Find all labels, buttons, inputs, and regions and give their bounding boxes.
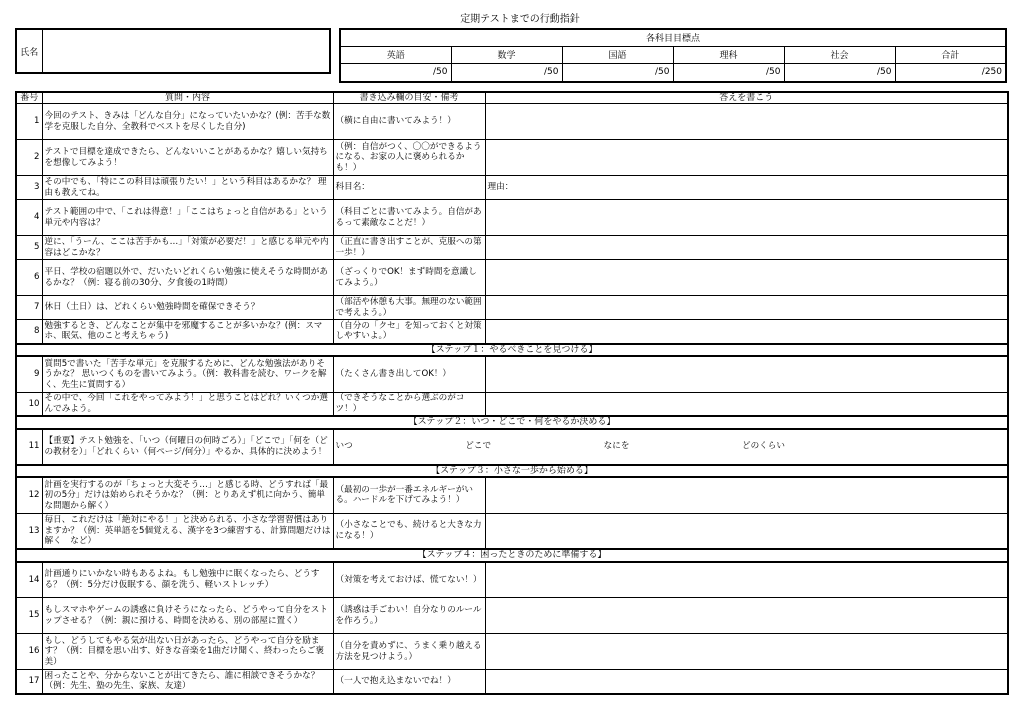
hint-cell[interactable]: （例：自信がつく、〇〇ができるようになる、お家の人に褒められるかも！） [333,140,485,176]
answer-cell[interactable] [485,236,1008,260]
subject-social: 社会 [784,46,895,63]
question-row [16,429,1008,465]
step-header: 【ステップ２：いつ・どこで・何をやるか決める】 [16,416,1008,429]
answer-cell[interactable] [485,140,1008,176]
hint-cell[interactable]: （正直に書き出すことが、克服への第一歩！） [333,236,485,260]
row-number: 9 [16,356,42,392]
question-text: 平日、学校の宿題以外で、だいたいどれくらい勉強に使えそうな時間があるかな？（例：寝る前の30分、夕食後の1時間） [42,260,333,296]
question-text: 毎日、これだけは「絶対にやる！」と決められる、小さな学習習慣はありますか？（例：英単語を5個覚える、漢字を3つ練習する、計算問題だけは解く など） [42,513,333,549]
question-text: もし、どうしてもやる気が出ない日があったら、どうやって自分を励ます？（例：目標を思い出す、好きな音楽を1曲だけ聞く、終わったらご褒美） [42,634,333,670]
hint-cell[interactable]: （対策を考えておけば、慌てない！） [333,562,485,598]
subject-science: 理科 [673,46,784,63]
row-number: 14 [16,562,42,598]
question-row [16,477,1008,513]
question-row [16,296,1008,320]
question-row [16,200,1008,236]
question-text: その中でも、「特にこの科目は頑張りたい！」という科目はあるかな？ 理由も教えてね。 [42,176,333,200]
question-text: テスト範囲の中で、「これは得意！」「ここはちょっと自信がある」という単元や内容は？ [42,200,333,236]
question-text: テストで目標を達成できたら、どんないいことがあるかな？嬉しい気持ちを想像してみよう！ [42,140,333,176]
subject-english: 英語 [340,46,451,63]
answer-cell[interactable] [485,200,1008,236]
column-header-num: 番号 [16,92,42,104]
row-number: 5 [16,236,42,260]
hint-cell[interactable]: （部活や休憩も大事。無理のない範囲で考えよう。） [333,296,485,320]
step-header: 【ステップ１：やるべきことを見つける】 [16,344,1008,357]
subject-math: 数学 [451,46,562,63]
answer-cell[interactable] [485,562,1008,598]
step-header-row [16,465,1008,478]
hint-cell[interactable]: （最初の一歩が一番エネルギーがいる。ハードルを下げてみよう！） [333,477,485,513]
page-title: 定期テストまでの行動指針 [460,14,580,25]
hint-cell[interactable]: （自分の「クセ」を知っておくと対策しやすいよ。） [333,320,485,344]
question-table [15,91,1009,695]
score-science[interactable]: /50 [673,63,784,82]
question-text: 勉強するとき、どんなことが集中を邪魔することが多いかな？(例：スマホ、眠気、他のこと考えちゃう) [42,320,333,344]
hint-cell[interactable]: （ざっくりでOK！まず時間を意識してみよう。） [333,260,485,296]
step-header-row [16,416,1008,429]
hint-cell[interactable]: 科目名： [333,176,485,200]
question-text: 計画を実行するのが「ちょっと大変そう…」と感じる時、どうすれば「最初の5分」だけは始められそうかな？（例：とりあえず机に向かう、簡単な問題から解く） [42,477,333,513]
question-row [16,598,1008,634]
name-box [15,28,331,74]
question-row [16,260,1008,296]
subject-total: 合計 [895,46,1006,63]
answer-cell[interactable] [485,260,1008,296]
row-number: 10 [16,392,42,416]
score-math[interactable]: /50 [451,63,562,82]
hint-cell[interactable]: （たくさん書き出してOK！） [333,356,485,392]
question-text: 困ったことや、分からないことが出てきたら、誰に相談できそうかな？（例：先生、塾の先生、家族、友達） [42,670,333,694]
step-header: 【ステップ３：小さな一歩から始める】 [16,465,1008,478]
row-number: 8 [16,320,42,344]
question-row [16,392,1008,416]
question-row [16,320,1008,344]
row-number: 13 [16,513,42,549]
plan-answer-cell[interactable] [333,429,1008,465]
plan-labels [336,441,1006,452]
row-number: 3 [16,176,42,200]
hint-cell[interactable]: （小さなことでも、続けると大きな力になる！） [333,513,485,549]
hint-cell[interactable]: （一人で抱え込まないでね！） [333,670,485,694]
question-row [16,562,1008,598]
plan-label: なにを [603,441,630,452]
question-text: その中で、今回「これをやってみよう！」と思うことはどれ？いくつか選んでみよう。 [42,392,333,416]
row-number: 11 [16,429,42,465]
score-social[interactable]: /50 [784,63,895,82]
hint-cell[interactable]: （できそうなことから選ぶのがコツ！） [333,392,485,416]
answer-cell[interactable] [485,477,1008,513]
subject-japanese: 国語 [562,46,673,63]
question-text: 【重要】テスト勉強を、「いつ（何曜日の何時ごろ）」「どこで」「何を（どの教材を）」「どれくらい（何ページ/何分）」やるか、具体的に決めよう！ [42,429,333,465]
question-text: もしスマホやゲームの誘惑に負けそうになったら、どうやって自分をストップさせる？（例：親に預ける、時間を決める、別の部屋に置く） [42,598,333,634]
hint-cell[interactable]: （自分を責めずに、うまく乗り越える方法を見つけよう。） [333,634,485,670]
plan-label: どこで [465,441,492,452]
row-number: 17 [16,670,42,694]
row-number: 1 [16,104,42,140]
question-row [16,634,1008,670]
column-header-answer: 答えを書こう [485,92,1008,104]
column-header-hint: 書き込み欄の目安・備考 [333,92,485,104]
name-label: 氏名 [16,29,42,73]
step-header-row [16,549,1008,562]
plan-label: どのくらい [741,441,785,452]
answer-cell[interactable] [485,104,1008,140]
question-text: 今回のテスト、きみは「どんな自分」になっていたいかな？(例：苦手な数学を克服した自分、全教科でベストを尽くした自分) [42,104,333,140]
answer-cell[interactable] [485,296,1008,320]
step-header-row [16,344,1008,357]
question-row [16,176,1008,200]
row-number: 12 [16,477,42,513]
question-text: 休日（土日）は、どれくらい勉強時間を確保できそう？ [42,296,333,320]
question-row [16,140,1008,176]
target-score-table [339,28,1007,83]
row-number: 15 [16,598,42,634]
row-number: 6 [16,260,42,296]
hint-cell[interactable]: （科目ごとに書いてみよう。自信があるって素敵なことだ！） [333,200,485,236]
question-row [16,670,1008,694]
plan-label: いつ [335,441,353,452]
question-row [16,236,1008,260]
answer-cell[interactable] [485,670,1008,694]
row-number: 2 [16,140,42,176]
row-number: 4 [16,200,42,236]
answer-cell[interactable] [485,356,1008,392]
score-english[interactable]: /50 [340,63,451,82]
row-number: 7 [16,296,42,320]
answer-cell[interactable] [485,513,1008,549]
answer-cell[interactable] [485,320,1008,344]
target-score-header: 各科目目標点 [340,29,1006,46]
question-text: 質問5で書いた「苦手な単元」を克服するために、どんな勉強法がありそうかな？ 思いつくものを書いてみよう。（例：教科書を読む、ワークを解く、先生に質問する） [42,356,333,392]
answer-cell[interactable] [485,392,1008,416]
question-row [16,104,1008,140]
column-header-question: 質問・内容 [42,92,333,104]
answer-cell[interactable] [485,598,1008,634]
hint-cell[interactable]: （横に自由に書いてみよう！） [333,104,485,140]
question-text: 計画通りにいかない時もあるよね。もし勉強中に眠くなったら、どうする？（例：5分だけ仮眠する、顔を洗う、軽いストレッチ） [42,562,333,598]
step-header: 【ステップ４：困ったときのために準備する】 [16,549,1008,562]
answer-cell[interactable]: 理由： [485,176,1008,200]
score-japanese[interactable]: /50 [562,63,673,82]
row-number: 16 [16,634,42,670]
name-field[interactable] [42,29,330,73]
score-total[interactable]: /250 [895,63,1006,82]
question-text: 逆に、「うーん、ここは苦手かも…」「対策が必要だ！」と感じる単元や内容はどこかな？ [42,236,333,260]
question-row [16,513,1008,549]
hint-cell[interactable]: （誘惑は手ごわい！自分なりのルールを作ろう。） [333,598,485,634]
answer-cell[interactable] [485,634,1008,670]
question-row [16,356,1008,392]
